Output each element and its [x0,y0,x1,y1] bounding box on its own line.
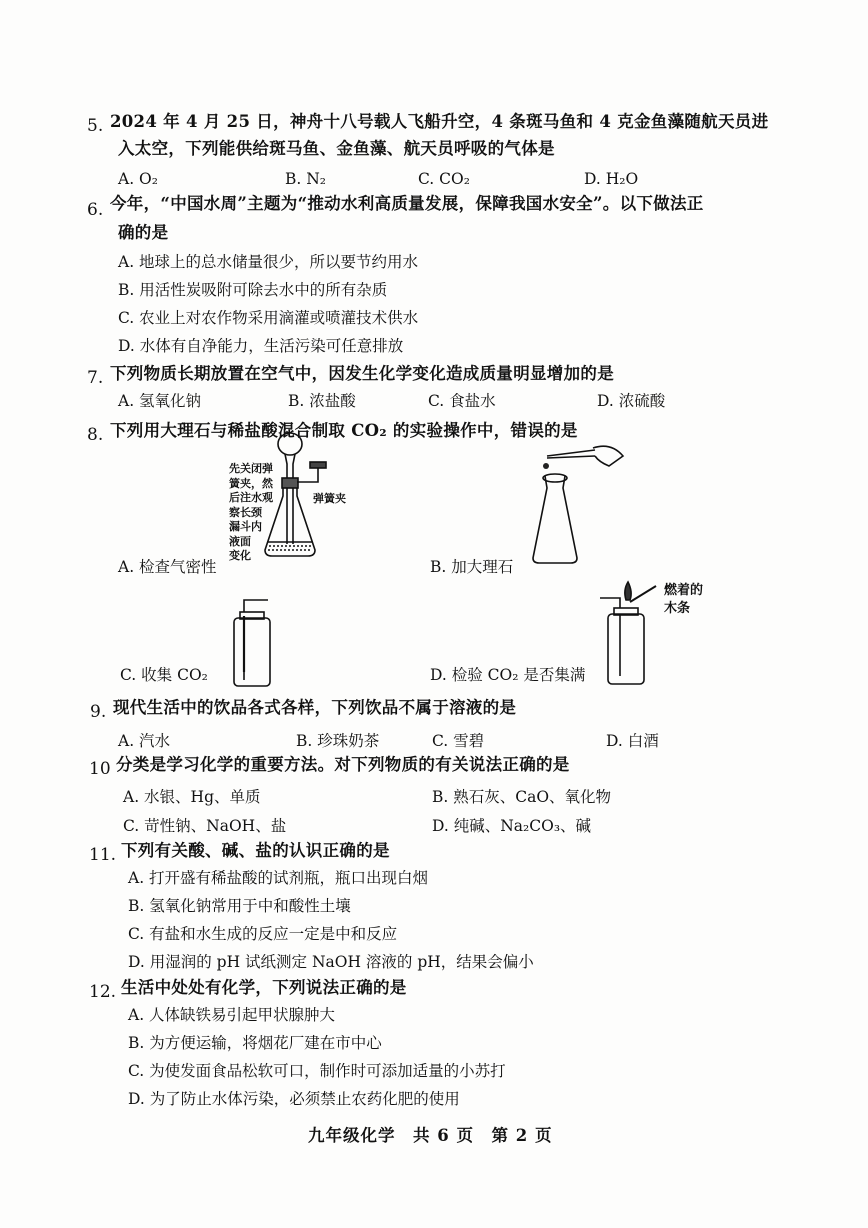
burning-stick-label: 燃着的 木条 [664,583,704,616]
option: D. 为了防止水体污染，必须禁止农药化肥的使用 [128,1090,460,1108]
option: B. 浓盐酸 [288,392,356,410]
question-stem: 现代生活中的饮品各式各样，下列饮品不属于溶液的是 [113,698,517,717]
option: D. 白酒 [606,732,659,750]
question-number: 5. [87,116,104,136]
page-footer: 九年级化学 共 6 页 第 2 页 [308,1126,553,1145]
question-number: 8. [87,425,104,445]
option: B. N₂ [285,170,327,188]
option: C. CO₂ [418,170,470,188]
option: C. 农业上对农作物采用滴灌或喷灌技术供水 [118,309,419,327]
apparatus-a-illustration [260,432,340,562]
spring-clip-label: 弹簧夹 [313,492,346,505]
question-stem: 下列有关酸、碱、盐的认识正确的是 [121,841,390,860]
figure-a-note: 先关闭弹 簧夹，然 后注水观 察长颈 漏斗内 液面 变化 [229,462,273,562]
gas-bottle-illustration [228,600,278,690]
question-stem: 生活中处处有化学，下列说法正确的是 [121,978,407,997]
question-stem: 确的是 [118,223,169,242]
question-number: 7. [87,368,104,388]
option: C. 雪碧 [432,732,485,750]
question-number: 10 [89,759,111,779]
option: A. O₂ [118,170,158,188]
flask-tweezers-illustration [525,448,635,568]
bottle-flame-illustration [596,580,656,688]
option: C. 苛性钠、NaOH、盐 [123,817,287,835]
question-stem: 今年，“中国水周”主题为“推动水利高质量发展，保障我国水安全”。以下做法正 [110,194,704,213]
option: B. 氢氧化钠常用于中和酸性土壤 [128,897,351,915]
question-stem: 下列物质长期放置在空气中，因发生化学变化造成质量明显增加的是 [110,364,614,383]
question-number: 12. [89,982,117,1002]
option: C. 为使发面食品松软可口，制作时可添加适量的小苏打 [128,1062,506,1080]
option: D. 浓硫酸 [597,392,666,410]
option: D. 纯碱、Na₂CO₃、碱 [432,817,592,835]
question-stem: 分类是学习化学的重要方法。对下列物质的有关说法正确的是 [116,755,570,774]
option: B. 熟石灰、CaO、氧化物 [432,788,612,806]
question-stem: 下列用大理石与稀盐酸混合制取 CO₂ 的实验操作中，错误的是 [110,421,578,440]
option: A. 氢氧化钠 [118,392,202,410]
question-number: 11. [89,845,117,865]
option: C. 收集 CO₂ [120,666,208,684]
question-stem: 入太空，下列能供给斑马鱼、金鱼藻、航天员呼吸的气体是 [118,139,555,158]
option: C. 食盐水 [428,392,496,410]
option: A. 人体缺铁易引起甲状腺肿大 [128,1006,336,1024]
option: D. 水体有自净能力，生活污染可任意排放 [118,337,404,355]
question-number: 9. [90,702,107,722]
option: B. 用活性炭吸附可除去水中的所有杂质 [118,281,388,299]
option: B. 珍珠奶茶 [296,732,380,750]
option: D. 用湿润的 pH 试纸测定 NaOH 溶液的 pH，结果会偏小 [128,953,534,971]
option: C. 有盐和水生成的反应一定是中和反应 [128,925,398,943]
option: D. H₂O [584,170,639,188]
option: D. 检验 CO₂ 是否集满 [430,666,586,684]
option: B. 加大理石 [430,558,514,576]
option: A. 汽水 [118,732,171,750]
option: A. 地球上的总水储量很少，所以要节约用水 [118,253,419,271]
question-number: 6. [87,200,104,220]
option: A. 检查气密性 [118,558,217,576]
option: B. 为方便运输，将烟花厂建在市中心 [128,1034,382,1052]
option: A. 打开盛有稀盐酸的试剂瓶，瓶口出现白烟 [128,869,429,887]
option: A. 水银、Hg、单质 [123,788,261,806]
question-stem: 2024 年 4 月 25 日，神舟十八号载人飞船升空，4 条斑马鱼和 4 克金鱼藻随航天员进 [110,112,769,131]
